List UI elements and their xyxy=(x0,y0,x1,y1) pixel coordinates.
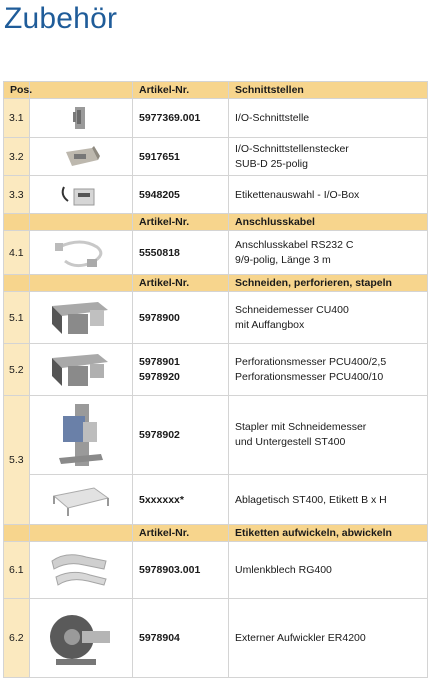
article-number: 5978904 xyxy=(133,599,229,678)
deflection-plate-icon xyxy=(30,542,133,599)
table-row xyxy=(4,344,428,396)
description-line: Perforationsmesser PCU400/2,5 xyxy=(235,355,387,368)
table-row xyxy=(4,542,428,599)
pos-cell: 5.2 xyxy=(4,344,30,396)
article-description: Ablagetisch ST400, Etikett B x H xyxy=(229,475,428,525)
article-description xyxy=(229,231,428,275)
article-number: 5977369.001 xyxy=(133,99,229,138)
table-row xyxy=(4,292,428,344)
section-pos-cell xyxy=(4,214,30,231)
sub-d-connector-icon xyxy=(30,138,133,176)
pos-cell: 4.1 xyxy=(4,231,30,275)
article-number: 5978903.001 xyxy=(133,542,229,599)
table-row xyxy=(4,99,428,138)
section-title: Schneiden, perforieren, stapeln xyxy=(229,275,428,292)
section-title: Etiketten aufwickeln, abwickeln xyxy=(229,525,428,542)
section-title: Anschlusskabel xyxy=(229,214,428,231)
page-title: Zubehör xyxy=(4,2,118,35)
section-artikel: Artikel-Nr. xyxy=(133,214,229,231)
io-box-icon xyxy=(30,176,133,214)
article-number xyxy=(133,344,229,396)
section-header xyxy=(4,275,428,292)
description-line: Perforationsmesser PCU400/10 xyxy=(235,370,384,383)
article-number-line: 5978920 xyxy=(139,370,180,383)
perforation-cutter-icon xyxy=(30,344,133,396)
table-row xyxy=(4,475,428,525)
section-image-cell xyxy=(30,525,133,542)
pos-cell: 3.1 xyxy=(4,99,30,138)
pos-cell: 3.2 xyxy=(4,138,30,176)
rewinder-icon xyxy=(30,599,133,678)
section-header xyxy=(4,525,428,542)
io-interface-board-icon xyxy=(30,99,133,138)
pos-cell: 6.1 xyxy=(4,542,30,599)
header-pos: Pos. xyxy=(4,82,30,99)
article-number: 5978902 xyxy=(133,396,229,475)
description-line: und Untergestell ST400 xyxy=(235,436,346,448)
table-row xyxy=(4,396,428,475)
description-line: Anschlusskabel RS232 C xyxy=(235,238,354,251)
description-line: I/O-Schnittstellenstecker xyxy=(235,142,349,155)
table-row xyxy=(4,138,428,176)
article-description: Umlenkblech RG400 xyxy=(229,542,428,599)
pos-cell: 5.3 xyxy=(4,396,30,525)
article-number: 5948205 xyxy=(133,176,229,214)
article-description: Etikettenauswahl - I/O-Box xyxy=(229,176,428,214)
article-number: 5978900 xyxy=(133,292,229,344)
table-row xyxy=(4,599,428,678)
article-number-line: 5978901 xyxy=(139,355,180,368)
header-artikel: Artikel-Nr. xyxy=(133,82,229,99)
article-description xyxy=(229,138,428,176)
section-pos-cell xyxy=(4,525,30,542)
article-description xyxy=(229,292,428,344)
pos-cell: 3.3 xyxy=(4,176,30,214)
header-image xyxy=(30,82,133,99)
article-description: Externer Aufwickler ER4200 xyxy=(229,599,428,678)
table-header xyxy=(4,82,428,99)
article-description xyxy=(229,396,428,475)
description-line: SUB-D 25-polig xyxy=(235,157,308,170)
table-row xyxy=(4,176,428,214)
section-artikel: Artikel-Nr. xyxy=(133,275,229,292)
article-description: I/O-Schnittstelle xyxy=(229,99,428,138)
table-row xyxy=(4,231,428,275)
stacker-icon xyxy=(30,396,133,475)
description-line: Stapler mit Schneidemesser xyxy=(235,421,367,433)
section-artikel: Artikel-Nr. xyxy=(133,525,229,542)
section-pos-cell xyxy=(4,275,30,292)
description-line: 9/9-polig, Länge 3 m xyxy=(235,253,331,266)
cutter-icon xyxy=(30,292,133,344)
pos-cell: 5.1 xyxy=(4,292,30,344)
accessories-table xyxy=(3,81,428,678)
article-number: 5917651 xyxy=(133,138,229,176)
header-schnittstellen: Schnittstellen xyxy=(229,82,428,99)
article-number: 5550818 xyxy=(133,231,229,275)
description-line: mit Auffangbox xyxy=(235,318,305,331)
article-number: 5xxxxxx* xyxy=(133,475,229,525)
section-image-cell xyxy=(30,275,133,292)
rs232-cable-icon xyxy=(30,231,133,275)
article-description xyxy=(229,344,428,396)
section-header xyxy=(4,214,428,231)
pos-cell: 6.2 xyxy=(4,599,30,678)
section-image-cell xyxy=(30,214,133,231)
tray-table-icon xyxy=(30,475,133,525)
description-line: Schneidemesser CU400 xyxy=(235,303,349,316)
